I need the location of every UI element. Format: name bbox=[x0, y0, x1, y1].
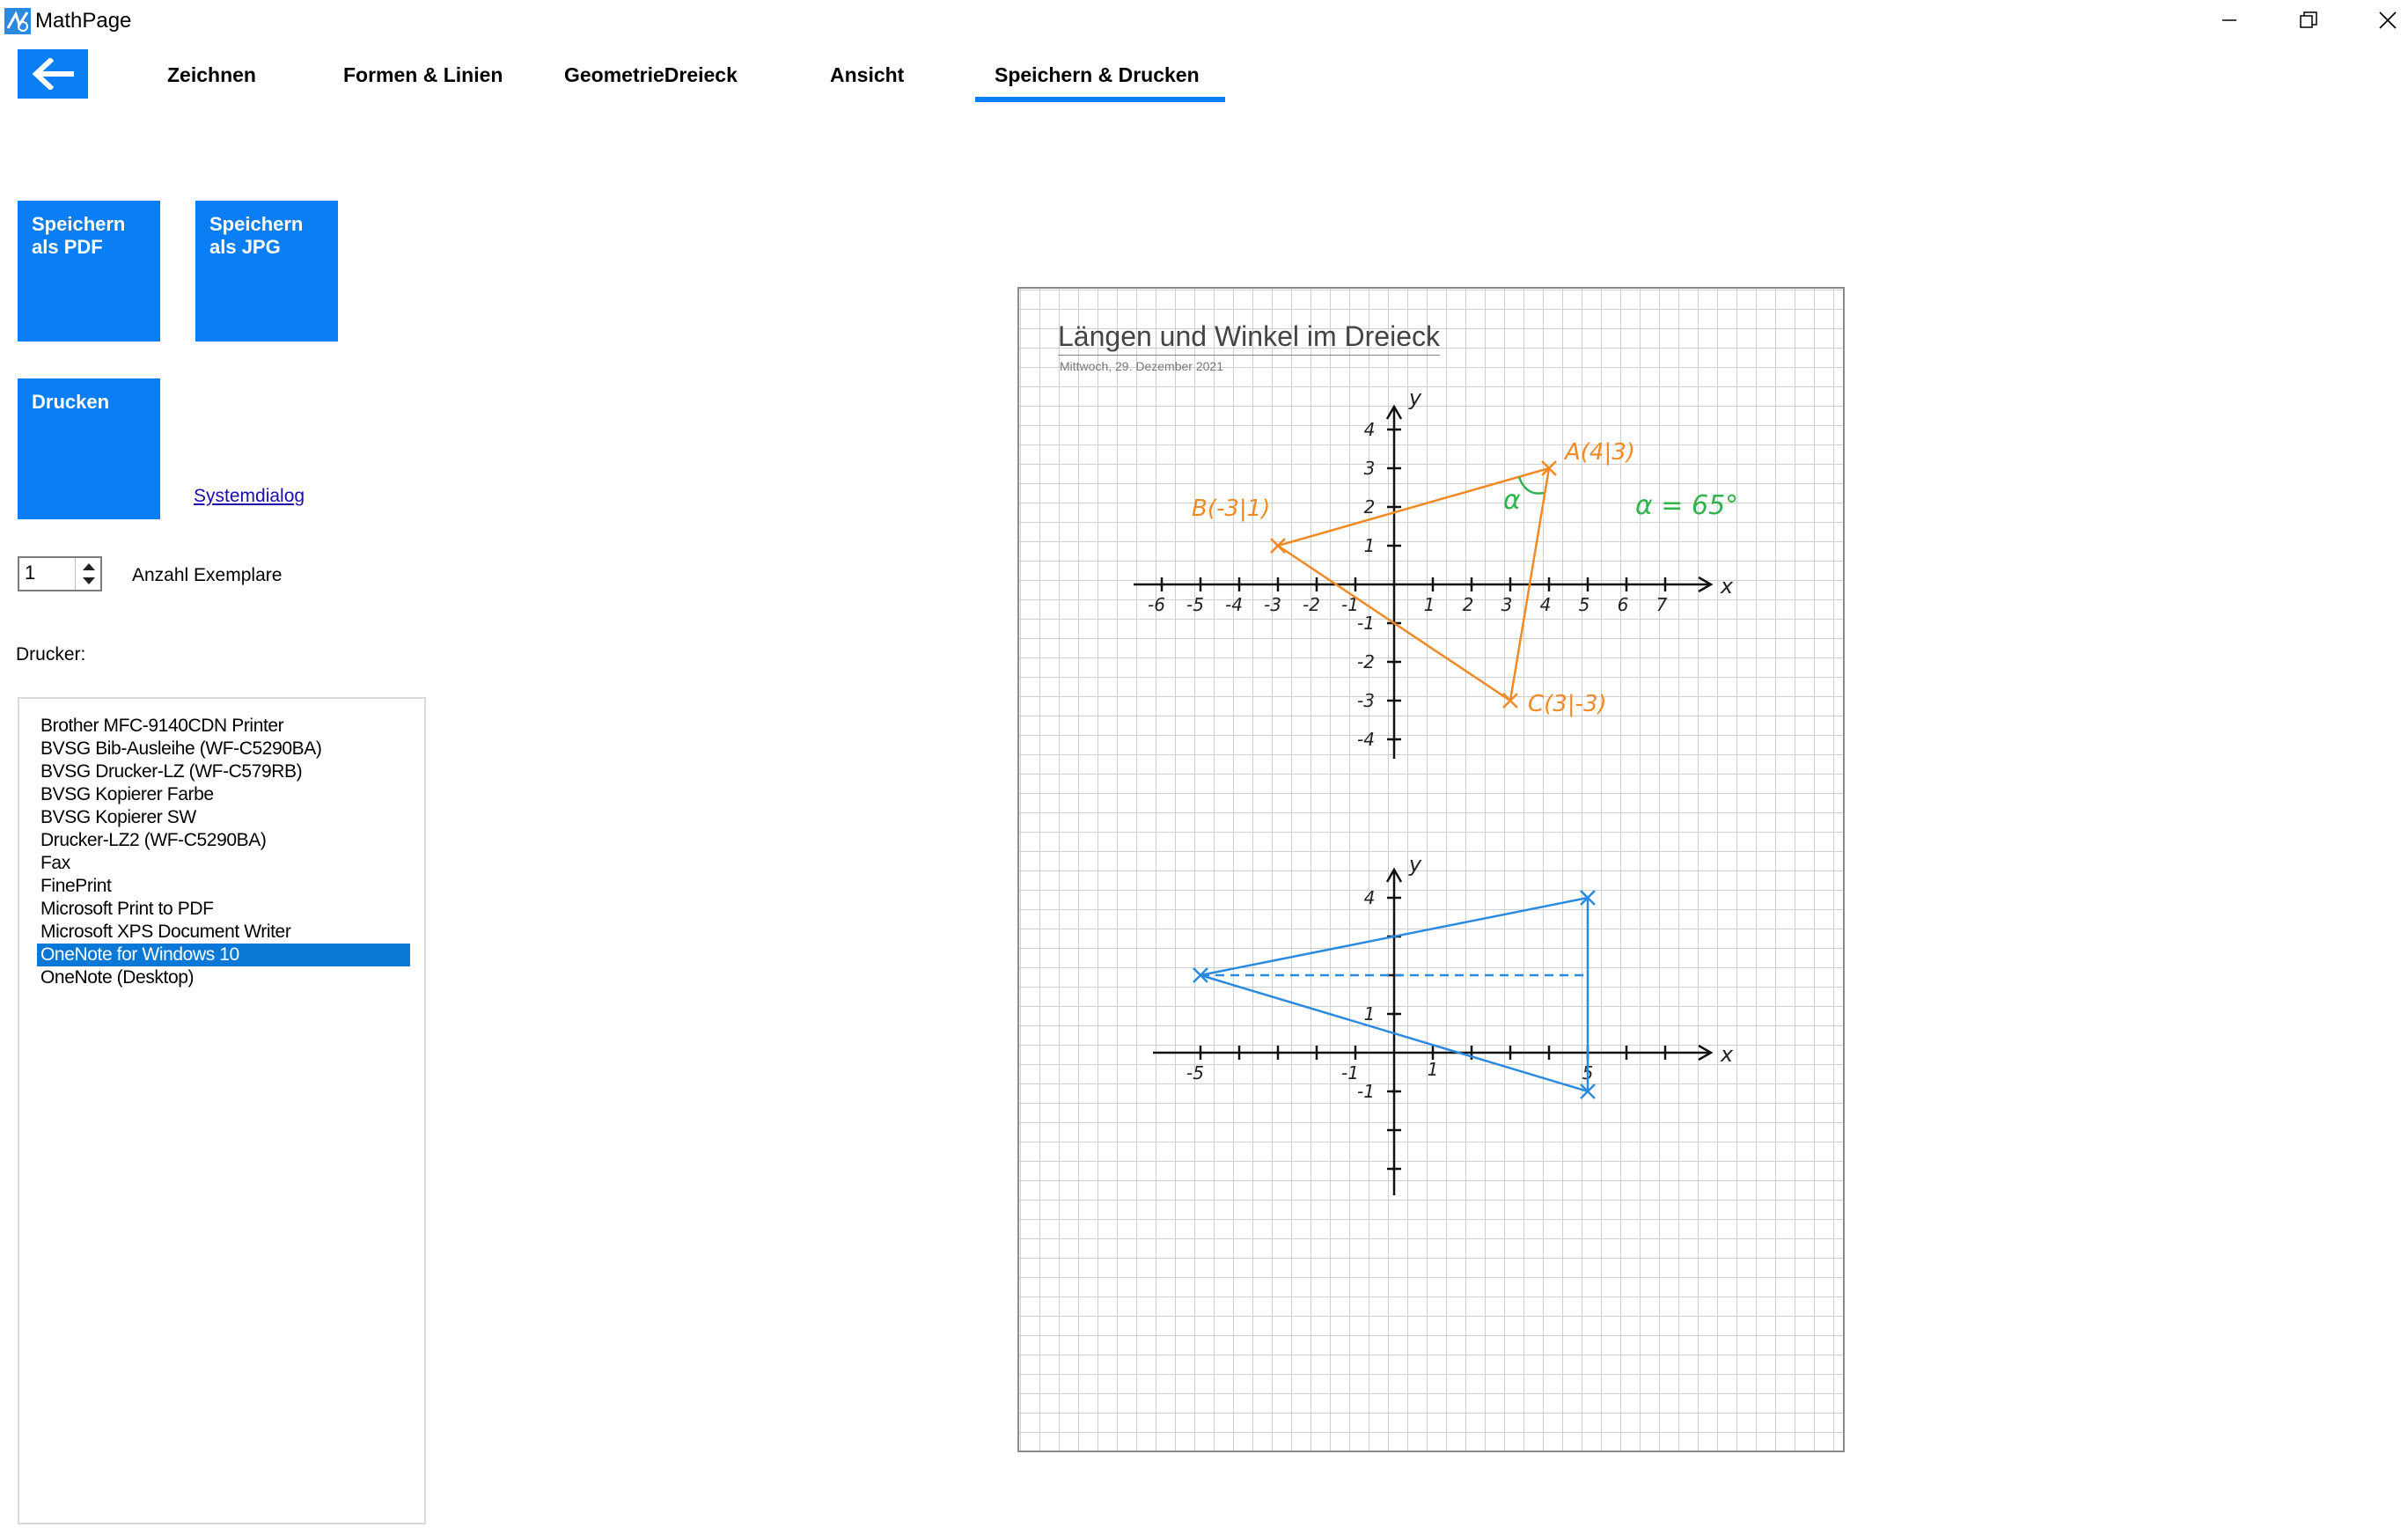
tab-formen-linien[interactable]: Formen & Linien bbox=[343, 63, 503, 86]
print-button[interactable]: Drucken bbox=[18, 378, 160, 519]
copies-spinner[interactable] bbox=[18, 556, 102, 591]
minimize-icon bbox=[2221, 11, 2238, 29]
y-tick-label: -1 bbox=[1357, 613, 1375, 634]
x-tick-label: 1 bbox=[1423, 594, 1435, 615]
y-axis-label: y bbox=[1408, 852, 1422, 877]
spinner-up-icon[interactable] bbox=[83, 563, 95, 570]
y-tick-label: 4 bbox=[1363, 419, 1376, 440]
x-tick-label: 2 bbox=[1462, 594, 1474, 615]
printer-item[interactable]: BVSG Bib-Ausleihe (WF-C5290BA) bbox=[40, 738, 322, 759]
close-icon bbox=[2378, 11, 2397, 30]
printer-item[interactable]: Microsoft XPS Document Writer bbox=[40, 922, 291, 942]
arrow-left-icon bbox=[31, 58, 75, 90]
y-tick-label: 2 bbox=[1363, 496, 1376, 518]
active-tab-indicator bbox=[975, 97, 1225, 102]
printer-item[interactable]: Fax bbox=[40, 853, 70, 873]
y-tick-label: 3 bbox=[1363, 458, 1376, 479]
y-tick-label: -4 bbox=[1357, 729, 1375, 750]
tab-ansicht[interactable]: Ansicht bbox=[830, 63, 905, 86]
x-tick-label: -4 bbox=[1225, 594, 1243, 615]
window-title: MathPage bbox=[35, 9, 132, 33]
x-tick-label: -1 bbox=[1341, 594, 1359, 615]
x-tick-label: 5 bbox=[1578, 594, 1590, 615]
minimize-button[interactable] bbox=[2190, 0, 2269, 40]
y-tick-label: -2 bbox=[1357, 651, 1375, 672]
system-dialog-link[interactable]: Systemdialog bbox=[194, 486, 305, 506]
x-tick-label: 5 bbox=[1582, 1062, 1594, 1083]
printer-label: Drucker: bbox=[16, 644, 86, 665]
printer-item[interactable]: Drucker-LZ2 (WF-C5290BA) bbox=[40, 830, 267, 850]
x-tick-label: -2 bbox=[1303, 594, 1320, 615]
restore-icon bbox=[2299, 11, 2318, 30]
x-tick-label: -5 bbox=[1186, 1062, 1204, 1083]
x-tick-label: 3 bbox=[1501, 594, 1513, 615]
save-jpg-button[interactable]: Speichern als JPG bbox=[195, 201, 338, 342]
x-tick-label: -3 bbox=[1264, 594, 1281, 615]
spinner-arrows[interactable] bbox=[75, 558, 100, 590]
printer-item[interactable]: BVSG Drucker-LZ (WF-C579RB) bbox=[40, 761, 303, 782]
tab-zeichnen[interactable]: Zeichnen bbox=[167, 63, 256, 86]
point-c-label: C(3|-3) bbox=[1528, 691, 1607, 717]
point-a-label: A(4|3) bbox=[1565, 439, 1635, 466]
title-bar bbox=[0, 0, 2408, 42]
printer-item[interactable]: Microsoft Print to PDF bbox=[40, 899, 214, 919]
point-b-label: B(-3|1) bbox=[1192, 496, 1271, 522]
close-button[interactable] bbox=[2348, 0, 2408, 40]
restore-button[interactable] bbox=[2269, 0, 2348, 40]
spinner-down-icon[interactable] bbox=[83, 577, 95, 584]
printer-list[interactable] bbox=[18, 697, 426, 1524]
x-axis-label: x bbox=[1720, 1042, 1734, 1067]
page-title: Längen und Winkel im Dreieck bbox=[1058, 320, 1440, 356]
x-tick-label: 6 bbox=[1617, 594, 1629, 615]
tab-speichern-drucken[interactable]: Speichern & Drucken bbox=[995, 63, 1200, 86]
y-tick-label: 4 bbox=[1363, 887, 1376, 908]
printer-item-selected[interactable]: OneNote for Windows 10 bbox=[37, 944, 410, 966]
page-date: Mittwoch, 29. Dezember 2021 bbox=[1060, 359, 1223, 373]
y-tick-label: 1 bbox=[1363, 535, 1376, 556]
graph-2 bbox=[1019, 289, 1843, 1451]
angle-symbol: α bbox=[1503, 485, 1521, 516]
copies-label: Anzahl Exemplare bbox=[132, 565, 283, 585]
y-tick-label: -3 bbox=[1357, 690, 1375, 711]
printer-item[interactable]: Brother MFC-9140CDN Printer bbox=[40, 716, 284, 736]
y-tick-label: 1 bbox=[1363, 1003, 1376, 1025]
angle-result: α = 65° bbox=[1635, 490, 1739, 521]
mathpage-logo-icon bbox=[4, 7, 32, 35]
x-tick-label: -1 bbox=[1341, 1062, 1359, 1083]
x-axis-label: x bbox=[1720, 574, 1734, 599]
x-tick-label: 1 bbox=[1427, 1059, 1439, 1080]
printer-item[interactable]: BVSG Kopierer Farbe bbox=[40, 784, 214, 804]
y-axis-label: y bbox=[1408, 386, 1422, 410]
x-tick-label: -6 bbox=[1148, 594, 1165, 615]
y-tick-label: -1 bbox=[1357, 1081, 1375, 1102]
page-preview bbox=[1017, 287, 1845, 1452]
save-pdf-button[interactable]: Speichern als PDF bbox=[18, 201, 160, 342]
printer-item[interactable]: OneNote (Desktop) bbox=[40, 967, 195, 988]
x-tick-label: 4 bbox=[1539, 594, 1552, 615]
copies-value[interactable]: 1 bbox=[25, 562, 36, 584]
tab-geometrie-dreieck[interactable]: GeometrieDreieck bbox=[564, 63, 738, 86]
printer-item[interactable]: BVSG Kopierer SW bbox=[40, 807, 196, 827]
x-tick-label: 7 bbox=[1656, 594, 1668, 615]
printer-item[interactable]: FinePrint bbox=[40, 876, 112, 896]
x-tick-label: -5 bbox=[1186, 594, 1204, 615]
back-button[interactable] bbox=[18, 49, 88, 99]
